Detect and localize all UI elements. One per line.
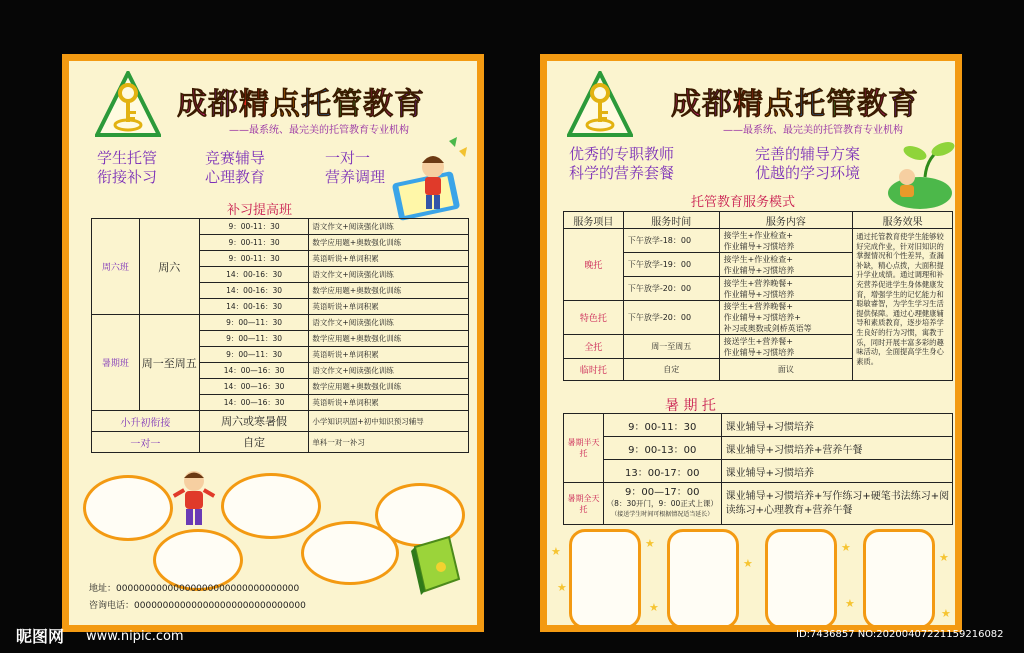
content-line: 接学生+作业检查+ [723,230,794,240]
content-cell: 英语听说+单词积累 [309,299,469,315]
key-triangle-logo [95,71,161,139]
service-time: 下午放学-19：00 [623,253,719,277]
star-decoration: ★ [939,551,949,564]
brand-subtitle: ——最系统、最完美的托管教育专业机构 [229,125,409,136]
title-char: 管 [826,87,857,122]
column-header: 服务项目 [564,212,624,229]
service-category: 晚托 [564,229,624,301]
content-cell: 英语听说+单词积累 [309,347,469,363]
title-char: 精 [733,87,764,122]
content-cell: 数学应用题+奥数强化训练 [309,235,469,251]
content-line: 补习或奥数或剑桥英语等 [723,324,812,333]
address-value: 00000000000000000000000000000000 [116,584,300,594]
title-char: 托 [301,87,332,122]
feature-group-1 [569,145,674,183]
group-name: 暑期班 [92,315,140,411]
title-char: 点 [270,87,301,122]
table-row [564,483,953,525]
service-category: 全托 [564,335,624,359]
time-cell: 14：00—16：30 [199,395,309,411]
service-time: 周一至周五 [623,335,719,359]
time-cell: 周六或寒暑假 [199,411,309,432]
service-content [719,253,853,277]
content-cell: 语文作文+阅读强化训练 [309,219,469,235]
title-char: 教 [363,87,394,122]
service-time: 下午放学-18：00 [623,229,719,253]
time-cell: 9：00—11：30 [199,347,309,363]
flyer-front [62,54,484,632]
title-char: 成 [671,87,702,122]
group-day: 周六 [139,219,199,315]
boy-cheering-illustration [171,469,217,533]
section-title: 补习提高班 [227,203,293,218]
flyer-back [540,54,962,632]
green-book-illustration [409,533,465,597]
group-day: 周一至周五 [139,315,199,411]
summer-time: 9：00-11：30 [603,414,721,437]
title-char: 管 [332,87,363,122]
star-decoration: ★ [845,597,855,610]
time-cell: 9：00—11：30 [199,315,309,331]
title-char: 育 [888,87,919,122]
table-row [564,414,953,437]
table-row [92,219,469,235]
brand-subtitle: ——最系统、最完美的托管教育专业机构 [723,125,903,136]
service-content [719,229,853,253]
table-row [564,460,953,483]
column-header: 服务效果 [853,212,953,229]
service-table [563,211,953,381]
feature-text: 一对一 [325,149,371,167]
class-name: 一对一 [92,432,200,453]
summer-category: 暑期半天托 [564,414,604,483]
photo-placeholder [221,473,321,539]
content-line: 接送学生+营养餐+ [723,336,794,346]
table-header-row [564,212,953,229]
title-char: 精 [239,87,270,122]
photo-placeholder [83,475,173,541]
title-char: 育 [394,87,425,122]
class-name: 小升初衔接 [92,411,200,432]
feature-text: 衔接补习 [97,168,158,186]
schedule-table [91,218,469,453]
content-cell: 小学知识巩固+初中知识预习辅导 [309,411,469,432]
service-time: 下午放学-20：00 [623,301,719,335]
title-char: 都 [208,87,239,122]
content-cell: 语文作文+阅读强化训练 [309,363,469,379]
content-line: 作业辅导+习惯培养 [723,241,795,251]
title-char: 托 [795,87,826,122]
feature-text: 心理教育 [205,168,266,186]
time-cell: 14：00—16：30 [199,363,309,379]
star-decoration: ★ [551,545,561,558]
service-time: 下午放学-20：00 [623,277,719,301]
time-line: 9：00—17：00 [624,487,700,498]
content-cell: 语文作文+阅读强化训练 [309,315,469,331]
time-cell: 14：00-16：30 [199,299,309,315]
phone-line [89,598,306,611]
service-category: 临时托 [564,359,624,381]
service-content [719,301,853,335]
content-cell: 数学应用题+奥数强化训练 [309,331,469,347]
time-cell: 9：00—11：30 [199,331,309,347]
photo-frame [765,529,837,629]
content-cell: 单科一对一补习 [309,432,469,453]
summer-time [603,483,721,525]
service-category: 特色托 [564,301,624,335]
service-content [719,277,853,301]
title-char: 点 [764,87,795,122]
watermark-url: www.nipic.com [86,629,184,644]
watermark-id: ID:7436857 NO:20200407221159216082 [796,629,1004,640]
table-row [92,432,469,453]
content-line: 接学生+营养晚餐+ [723,278,794,288]
table-row [92,411,469,432]
star-decoration: ★ [557,581,567,594]
time-cell: 9：00-11：30 [199,235,309,251]
content-line: 作业辅导+习惯培养 [723,289,795,299]
photo-frame [863,529,935,629]
service-content: 面议 [719,359,853,381]
content-cell: 数学应用题+奥数强化训练 [309,379,469,395]
summer-content: 课业辅导+习惯培养 [721,414,952,437]
table-row [564,229,953,253]
brand-title [671,79,919,123]
photo-placeholder [301,521,399,585]
summer-table [563,413,953,525]
time-cell: 自定 [199,432,309,453]
content-line: 接学生+作业检查+ [723,254,794,264]
content-cell: 英语听说+单词积累 [309,395,469,411]
summer-time: 9：00-13：00 [603,437,721,460]
service-content [719,335,853,359]
title-char: 成 [177,87,208,122]
time-cell: 14：00-16：30 [199,267,309,283]
table-row [92,315,469,331]
content-line: 作业辅导+习惯培养+ [723,313,802,322]
star-decoration: ★ [841,541,851,554]
feature-text: 完善的辅导方案 [755,145,861,163]
time-cell: 9：00-11：30 [199,251,309,267]
content-cell: 语文作文+阅读强化训练 [309,267,469,283]
summer-content: 课业辅导+习惯培养+写作练习+硬笔书法练习+阅读练习+心理教育+营养午餐 [721,483,952,525]
photo-frame [569,529,641,629]
feature-text: 营养调理 [325,168,386,186]
column-header: 服务内容 [719,212,853,229]
title-char: 教 [857,87,888,122]
service-time: 自定 [623,359,719,381]
summer-category: 暑期全天托 [564,483,604,525]
brand-title [177,79,425,123]
star-decoration: ★ [649,601,659,614]
content-cell: 数学应用题+奥数强化训练 [309,283,469,299]
star-decoration: ★ [941,607,951,620]
watermark-logo: 昵图网 [16,627,65,646]
address-label: 地址： [89,584,117,594]
phone-value: 000000000000000000000000000000 [134,601,306,611]
group-name: 周六班 [92,219,140,315]
summer-content: 课业辅导+习惯培养+营养午餐 [721,437,952,460]
column-header: 服务时间 [623,212,719,229]
boy-reading-illustration [391,133,473,223]
key-triangle-logo [567,71,633,139]
star-decoration: ★ [645,537,655,550]
content-line: 接学生+营养晚餐+ [723,302,794,311]
feature-text: 优越的学习环境 [755,164,861,182]
photo-frame [667,529,739,629]
time-cell: 14：00-16：30 [199,283,309,299]
feature-group-1 [97,149,157,187]
time-line: （8：30开门，9：00正式上课） [606,499,718,508]
time-cell: 9：00-11：30 [199,219,309,235]
address-line [89,581,299,594]
section-title: 托管教育服务模式 [691,195,796,210]
table-row [564,437,953,460]
time-line: （接送学生时间可根据情况适当延长） [611,511,714,518]
feature-group-2 [205,149,265,187]
summer-time: 13：00-17：00 [603,460,721,483]
title-char: 都 [702,87,733,122]
content-line: 作业辅导+习惯培养 [723,347,795,357]
star-decoration: ★ [743,557,753,570]
feature-group-2 [755,145,860,183]
time-cell: 14：00—16：30 [199,379,309,395]
feature-text: 优秀的专职教师 [569,145,675,163]
feature-group-3 [325,149,385,187]
summer-title: 暑 期 托 [665,398,716,414]
feature-text: 竞赛辅导 [205,149,266,167]
feature-text: 学生托管 [97,149,158,167]
phone-label: 咨询电话： [89,601,135,611]
content-line: 作业辅导+习惯培养 [723,265,795,275]
child-with-sprout-illustration [885,137,955,213]
feature-text: 科学的营养套餐 [569,164,675,182]
summer-content: 课业辅导+习惯培养 [721,460,952,483]
service-effect: 通过托管教育使学生能够较好完成作业，针对旧知识的掌握情况和个性差异，查漏补缺，精心点拨，大面积提升学业成绩。通过调理和补充营养促进学生身体健康发育，增强学生的记忆能力和聪敏睿智，为学生学习生活提供保障。通过心理健康辅导和素质教育，逐步培养学生良好的行为习惯，寓教于乐，同时开展丰富多彩的趣味活动，全面提高学生身心素质。 [853,229,953,381]
content-cell: 英语听说+单词积累 [309,251,469,267]
